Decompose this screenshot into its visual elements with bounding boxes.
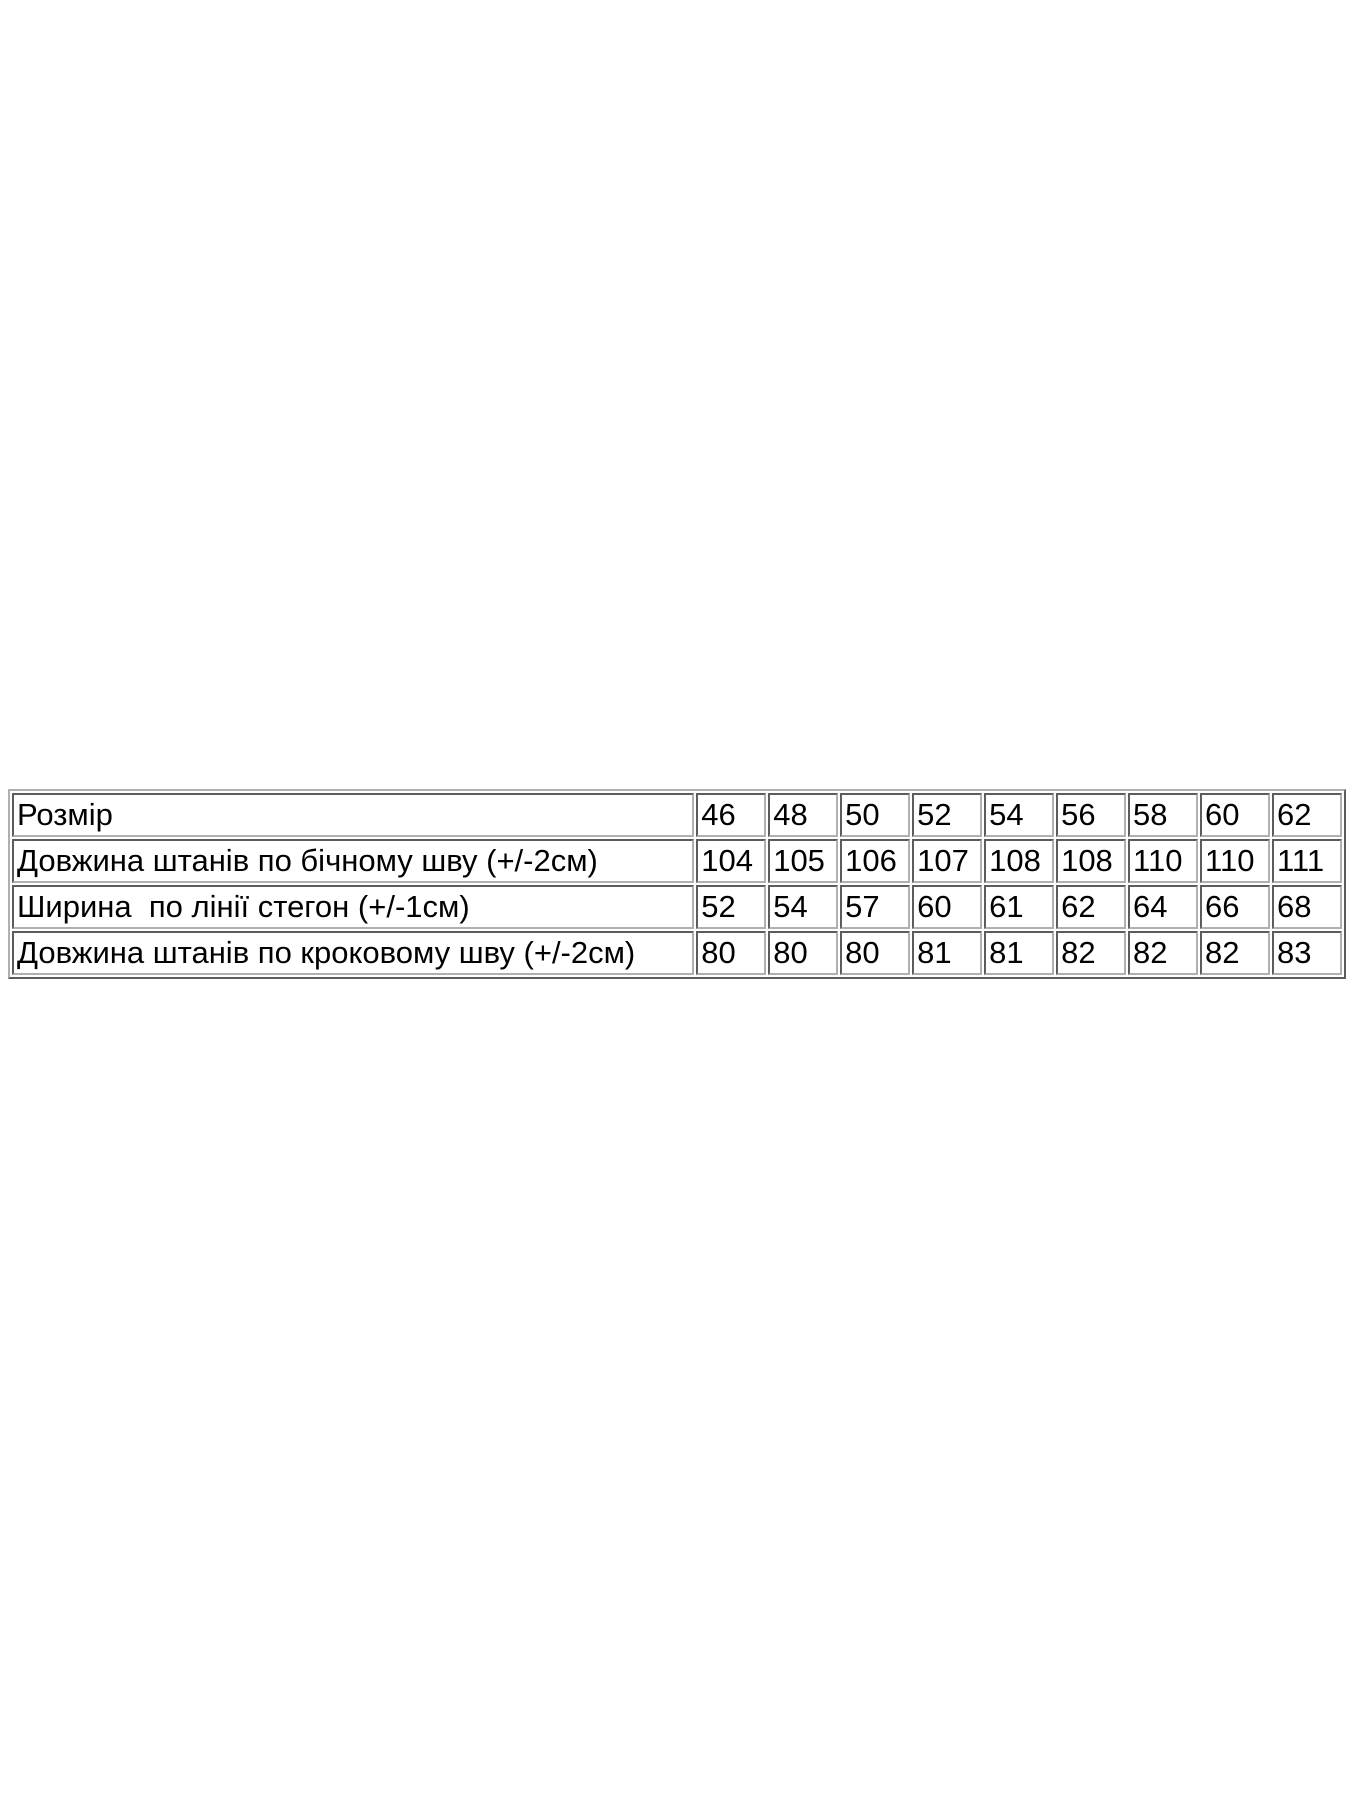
- row-label-side-seam: Довжина штанів по бічному шву (+/-2см): [12, 839, 694, 883]
- table-cell: 82: [1200, 931, 1270, 975]
- table-cell: 52: [696, 885, 766, 929]
- table-cell: 46: [696, 793, 766, 837]
- table-cell: 82: [1056, 931, 1126, 975]
- table-row-inseam-length: [12, 931, 1342, 975]
- table-cell: 105: [768, 839, 838, 883]
- table-cell: 80: [768, 931, 838, 975]
- table-cell: 80: [696, 931, 766, 975]
- table-cell: 108: [984, 839, 1054, 883]
- table-cell: 58: [1128, 793, 1198, 837]
- row-label-hip-width: Ширина по лінії стегон (+/-1см): [12, 885, 694, 929]
- table-cell: 80: [840, 931, 910, 975]
- table-row-sizes: [12, 793, 1342, 837]
- table-cell: 54: [984, 793, 1054, 837]
- table-cell: 50: [840, 793, 910, 837]
- row-label-size: Розмір: [12, 793, 694, 837]
- table-cell: 110: [1128, 839, 1198, 883]
- row-label-inseam: Довжина штанів по кроковому шву (+/-2см): [12, 931, 694, 975]
- table-cell: 110: [1200, 839, 1270, 883]
- table-cell: 68: [1272, 885, 1342, 929]
- table-cell: 56: [1056, 793, 1126, 837]
- table-cell: 52: [912, 793, 982, 837]
- table-cell: 66: [1200, 885, 1270, 929]
- table-cell: 106: [840, 839, 910, 883]
- size-chart-container: [8, 789, 1342, 979]
- table-cell: 64: [1128, 885, 1198, 929]
- table-cell: 81: [984, 931, 1054, 975]
- table-cell: 62: [1272, 793, 1342, 837]
- table-cell: 62: [1056, 885, 1126, 929]
- table-row-side-seam-length: [12, 839, 1342, 883]
- table-cell: 107: [912, 839, 982, 883]
- table-cell: 61: [984, 885, 1054, 929]
- table-cell: 111: [1272, 839, 1342, 883]
- size-chart-table: [8, 789, 1346, 979]
- table-cell: 60: [912, 885, 982, 929]
- table-cell: 104: [696, 839, 766, 883]
- table-cell: 108: [1056, 839, 1126, 883]
- table-cell: 57: [840, 885, 910, 929]
- table-cell: 83: [1272, 931, 1342, 975]
- table-cell: 82: [1128, 931, 1198, 975]
- table-cell: 54: [768, 885, 838, 929]
- table-cell: 60: [1200, 793, 1270, 837]
- table-cell: 81: [912, 931, 982, 975]
- table-row-hip-width: [12, 885, 1342, 929]
- table-cell: 48: [768, 793, 838, 837]
